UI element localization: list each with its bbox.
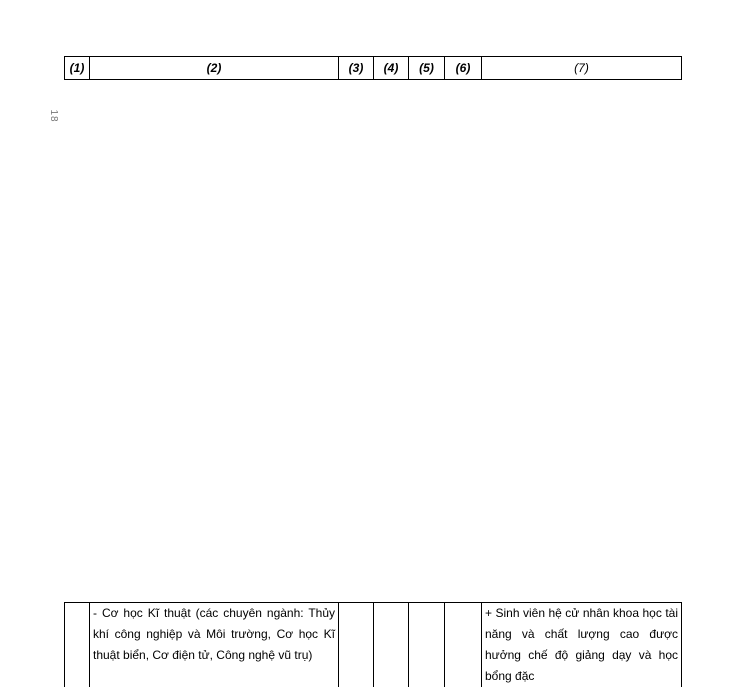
cell-col2: - Cơ học Kĩ thuật (các chuyên ngành: Thủy khí công nghiệp và Môi trường, Cơ học Kĩ thuật biển, Cơ điện tử, Công nghệ vũ trụ)	[90, 603, 339, 687]
cell-col5	[409, 603, 445, 687]
col-header-3: (3)	[339, 57, 374, 80]
col-header-1: (1)	[65, 57, 90, 80]
col-header-4: (4)	[374, 57, 409, 80]
cell-col4	[374, 603, 409, 687]
cell-col3	[339, 603, 374, 687]
col-header-7: (7)	[482, 57, 682, 80]
cell-col7: + Sinh viên hệ cử nhân khoa học tài năng và chất lượng cao được hưởng chế độ giảng dạy và học bổng đặc	[482, 603, 682, 687]
cell-col1	[65, 603, 90, 687]
table-header-row	[64, 56, 682, 80]
page-number: 18	[39, 108, 59, 124]
col-header-2: (2)	[90, 57, 339, 80]
table-body-row	[64, 602, 682, 687]
col-header-5: (5)	[409, 57, 445, 80]
cell-col6	[445, 603, 482, 687]
col-header-6: (6)	[445, 57, 482, 80]
